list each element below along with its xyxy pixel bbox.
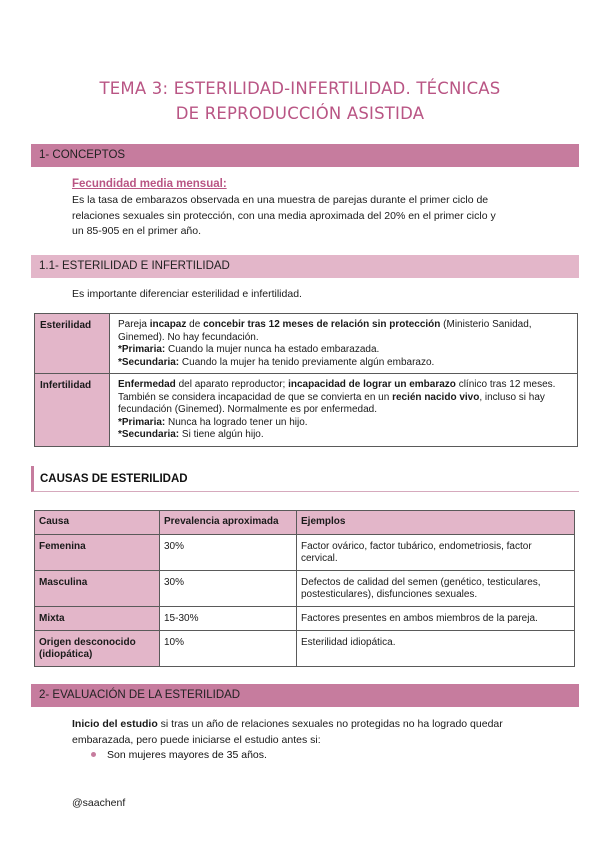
section-header-evaluacion: 2- EVALUACIÓN DE LA ESTERILIDAD [31,684,579,707]
paragraph-line: Es la tasa de embarazos observada en una muestra de parejas durante el primer ciclo de [72,194,489,206]
table-row [35,570,575,606]
causes-heading: CAUSAS DE ESTERILIDAD [31,466,579,492]
concept-paragraph [72,193,496,240]
prevalence-cell: 10% [160,630,297,666]
author-signature: @saachenf [72,797,126,809]
cause-cell: Origen desconocido (idiopática) [35,630,160,666]
paragraph-line: relaciones sexuales sin protección, con una media aproximada del 20% en el primer ciclo y [72,209,496,222]
definitions-table [34,313,578,447]
definition-label: Esterilidad [35,314,110,374]
causes-table [34,510,575,667]
examples-cell: Esterilidad idiopática. [297,630,575,666]
table-row [35,606,575,630]
definition-text: Enfermedad del aparato reproductor; incapacidad de lograr un embarazo clínico tras 12 meses. También se considera incapacidad de que se convierta en un recién nacido vivo, incluso si hay fecundación (Ginemed). Normalmente es por enfermedad. *Primaria: Nunca ha logrado tener un hijo. *Secundaria: Si tiene algún hijo. [110,374,578,447]
subheading-fecundidad: Fecundidad media mensual: [72,178,227,190]
column-header: Ejemplos [297,511,575,535]
table-row [35,630,575,666]
examples-cell: Defectos de calidad del semen (genético, testiculares, postesticulares), disfunciones sexuales. [297,570,575,606]
bullet-icon [91,752,96,757]
table-row [35,374,578,447]
table-header-row [35,511,575,535]
prevalence-cell: 30% [160,534,297,570]
intro-text: Es importante diferenciar esterilidad e infertilidad. [72,288,302,300]
page-title [0,76,600,126]
column-header: Prevalencia aproximada [160,511,297,535]
list-item [91,748,267,763]
section-header-conceptos: 1- CONCEPTOS [31,144,579,167]
evaluation-paragraph: Inicio del estudio si tras un año de relaciones sexuales no protegidas no ha logrado quedar embarazada, pero puede iniciarse el estudio antes si: [72,718,503,746]
cause-cell: Masculina [35,570,160,606]
prevalence-cell: 15-30% [160,606,297,630]
column-header: Causa [35,511,160,535]
title-line-1: TEMA 3: ESTERILIDAD-INFERTILIDAD. TÉCNICAS [99,79,501,98]
title-line-2: DE REPRODUCCIÓN ASISTIDA [175,104,425,123]
definition-text: Pareja incapaz de concebir tras 12 meses de relación sin protección (Ministerio Sanidad, Ginemed). No hay fecundación. *Primaria: Cuando la mujer nunca ha estado embarazada. *Secundaria: Cuando la mujer ha tenido previamente algún embarazo. [110,314,578,374]
table-row [35,534,575,570]
examples-cell: Factor ovárico, factor tubárico, endometriosis, factor cervical. [297,534,575,570]
cause-cell: Mixta [35,606,160,630]
section-header-esterilidad-infertilidad: 1.1- ESTERILIDAD E INFERTILIDAD [31,255,579,278]
examples-cell: Factores presentes en ambos miembros de la pareja. [297,606,575,630]
table-row [35,314,578,374]
prevalence-cell: 30% [160,570,297,606]
list-item-text: Son mujeres mayores de 35 años. [107,749,267,761]
cause-cell: Femenina [35,534,160,570]
paragraph-line: un 85-905 en el primer año. [72,225,201,237]
definition-label: Infertilidad [35,374,110,447]
